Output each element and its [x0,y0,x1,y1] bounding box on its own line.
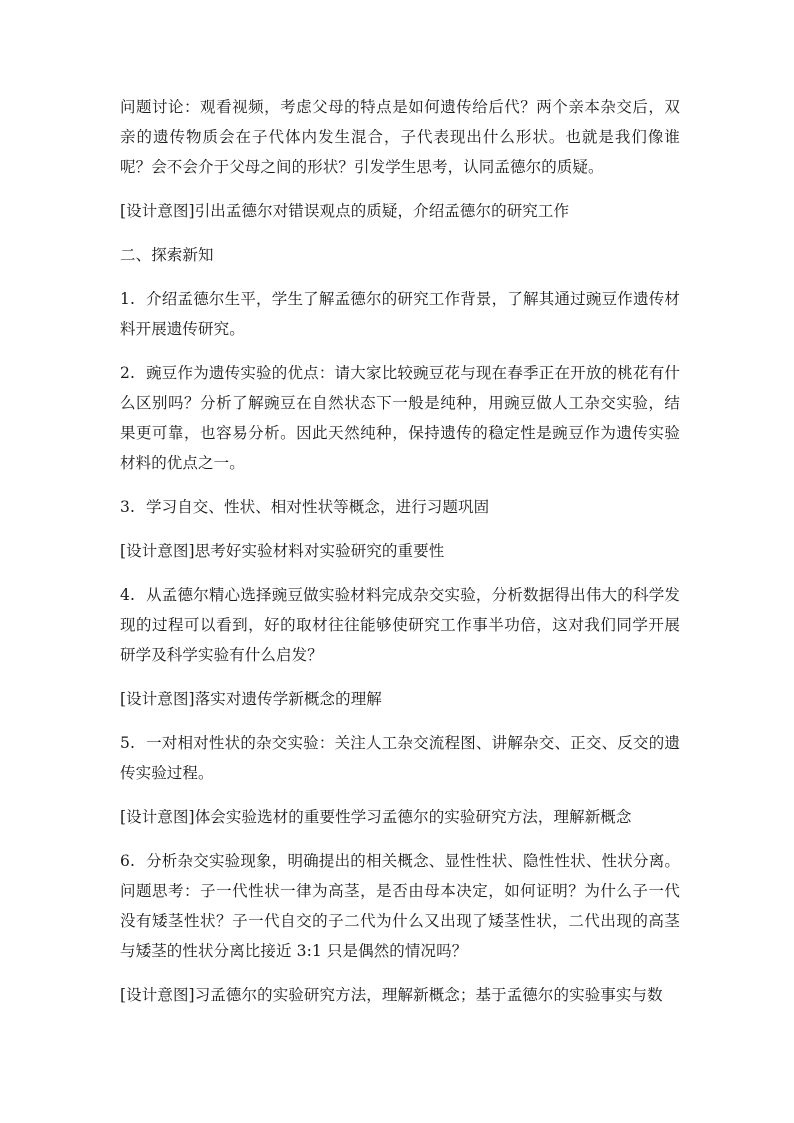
list-number: 4. [120,586,135,604]
list-number: 1. [120,290,135,308]
list-item: 4. 从孟德尔精心选择豌豆做实验材料完成杂交实验，分析数据得出伟大的科学发现的过程可以看到，好的取材往往能够使研究工作事半功倍，这对我们同学开展研学及科学实验有什么启发？ [120,580,680,670]
paragraph-design-intent: [设计意图]思考好实验材料对实验研究的重要性 [120,542,445,560]
document-body [120,92,680,1024]
list-item: 6. 分析杂交实验现象，明确提出的相关概念、显性性状、隐性性状、性状分离。问题思考：子一代性状一律为高茎，是否由母本决定，如何证明？为什么子一代没有矮茎性状？子一代自交的子二代为什么又出现了矮茎性状，二代出现的高茎与矮茎的性状分离比接近 3:1 只是偶然的情况吗？ [120,846,680,966]
list-item: 1. 介绍孟德尔生平，学生了解孟德尔的研究工作背景，了解其通过豌豆作遗传材料开展遗传研究。 [120,284,680,344]
paragraph-design-intent: [设计意图]体会实验选材的重要性学习孟德尔的实验研究方法，理解新概念 [120,808,632,826]
list-item: 2. 豌豆作为遗传实验的优点：请大家比较豌豆花与现在春季正在开放的桃花有什么区别吗？分析了解豌豆在自然状态下一般是纯种，用豌豆做人工杂交实验，结果更可靠，也容易分析。因此天然纯种，保持遗传的稳定性是豌豆作为遗传实验材料的优点之一。 [120,358,680,478]
paragraph-discussion: 问题讨论：观看视频，考虑父母的特点是如何遗传给后代？两个亲本杂交后，双亲的遗传物质会在子代体内发生混合，子代表现出什么形状。也就是我们像谁呢？会不会介于父母之间的形状？引发学生思考，认同孟德尔的质疑。 [120,98,680,176]
paragraph-design-intent: [设计意图]引出孟德尔对错误观点的质疑，介绍孟德尔的研究工作 [120,202,570,220]
paragraph-design-intent: [设计意图]习孟德尔的实验研究方法，理解新概念；基于孟德尔的实验事实与数 [120,986,663,1004]
list-item: 3. 学习自交、性状、相对性状等概念，进行习题巩固 [120,492,680,522]
list-number: 5. [120,734,135,752]
list-number: 2. [120,364,135,382]
paragraph-design-intent: [设计意图]落实对遗传学新概念的理解 [120,690,382,708]
list-item: 5. 一对相对性状的杂交实验：关注人工杂交流程图、讲解杂交、正交、反交的遗传实验过程。 [120,728,680,788]
list-number: 6. [120,852,135,870]
section-heading: 二、探索新知 [120,246,214,264]
list-number: 3. [120,498,135,516]
